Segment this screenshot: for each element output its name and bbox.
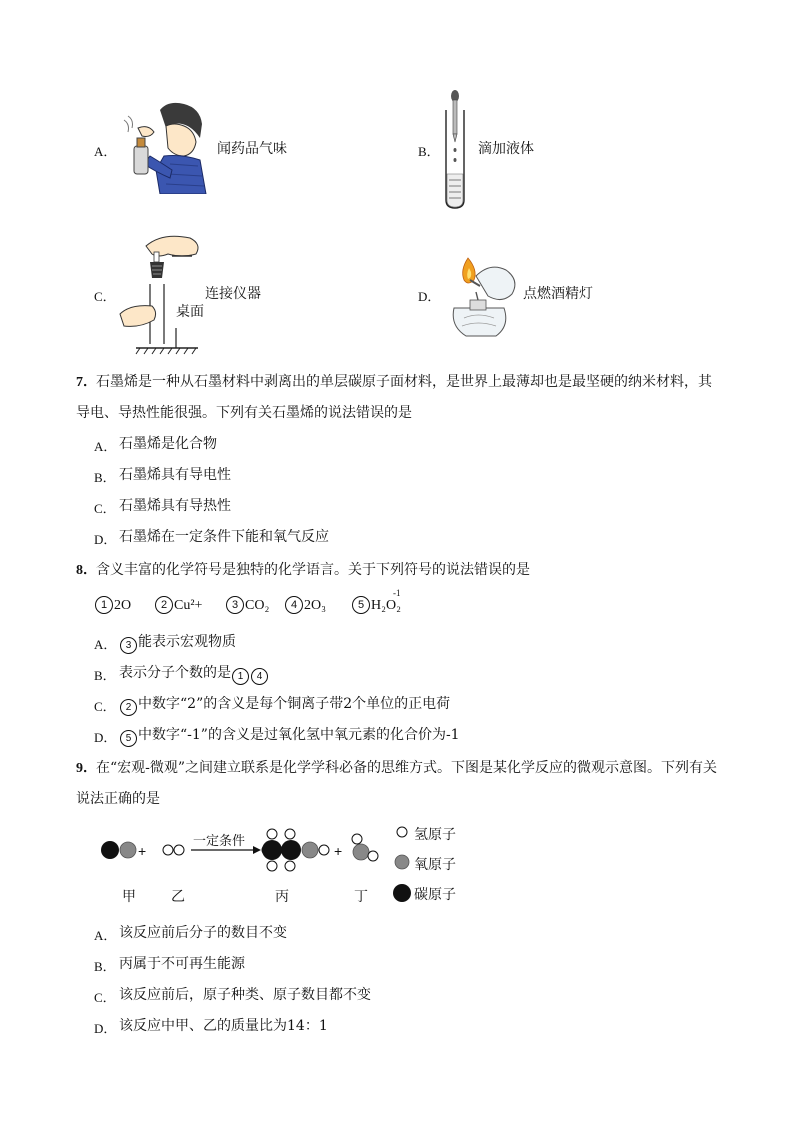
- connect-apparatus-illustration: [118, 228, 208, 356]
- option-letter: A．: [94, 928, 117, 943]
- option-text: 该反应前后，原子种类、原子数目都不变: [119, 987, 371, 1003]
- plus-sign: +: [334, 843, 343, 859]
- name-ding: 丁: [354, 889, 368, 905]
- legend-carbon: 碳原子: [414, 887, 456, 903]
- option-letter: A．: [94, 144, 117, 159]
- question-number: 8．: [76, 563, 97, 578]
- option-text: 该反应中甲、乙的质量比为14：1: [119, 1018, 328, 1034]
- option-text: 5 中数字“-1”的含义是过氧化氢中氧元素的化合价为-1: [119, 725, 460, 747]
- option-text: 石墨烯具有导热性: [119, 498, 231, 514]
- question-number: 9．: [76, 761, 97, 776]
- option-label: 连接仪器: [205, 286, 261, 302]
- question-number: 7．: [76, 375, 97, 390]
- option-label: 点燃酒精灯: [523, 286, 593, 302]
- desk-label: 桌面: [176, 304, 204, 320]
- option-letter: B．: [94, 470, 116, 485]
- symbol-2: 2 Cu²+: [155, 596, 202, 614]
- option-letter: C．: [94, 501, 116, 516]
- question-stem-line1: 在“宏观-微观”之间建立联系是化学学科必备的思维方式。下图是某化学反应的微观示意图。下列有关: [96, 760, 718, 776]
- option-text: 石墨烯在一定条件下能和氧气反应: [119, 529, 329, 545]
- symbol-4: 4 2O₃: [285, 596, 326, 614]
- name-yi: 乙: [171, 889, 185, 905]
- option-text: 丙属于不可再生能源: [119, 956, 245, 972]
- option-letter: B．: [418, 144, 440, 159]
- question-stem-line2: 导电、导热性能很强。下列有关石墨烯的说法错误的是: [76, 405, 412, 421]
- reaction-condition: 一定条件: [193, 834, 246, 849]
- reaction-diagram: [95, 822, 475, 908]
- option-letter: A．: [94, 439, 117, 454]
- smell-chemical-illustration: [120, 98, 212, 194]
- name-jia: 甲: [122, 889, 136, 905]
- option-letter: D．: [94, 730, 117, 745]
- option-letter: D．: [94, 532, 117, 547]
- option-label: 滴加液体: [478, 141, 534, 157]
- option-text: 2 中数字“2”的含义是每个铜离子带2个单位的正电荷: [119, 694, 450, 716]
- question-stem-line1: 石墨烯是一种从石墨材料中剥离出的单层碳原子面材料，是世界上最薄却也是最坚硬的纳米材料，其: [96, 374, 712, 390]
- option-letter: A．: [94, 637, 117, 652]
- option-letter: D．: [418, 289, 441, 304]
- dropper-test-tube-illustration: [440, 88, 470, 212]
- plus-sign: +: [138, 843, 147, 859]
- option-text: 该反应前后分子的数目不变: [119, 925, 287, 941]
- option-letter: B．: [94, 668, 116, 683]
- question-stem: 含义丰富的化学符号是独特的化学语言。关于下列符号的说法错误的是: [96, 562, 530, 578]
- question-stem-line2: 说法正确的是: [76, 791, 160, 807]
- alcohol-lamp-illustration: [440, 252, 522, 342]
- legend-oxygen: 氧原子: [414, 857, 456, 873]
- option-text: 3 能表示宏观物质: [119, 632, 236, 654]
- option-letter: C．: [94, 699, 116, 714]
- option-text: 石墨烯具有导电性: [119, 467, 231, 483]
- option-letter: B．: [94, 959, 116, 974]
- name-bing: 丙: [275, 889, 289, 905]
- symbol-5: 5 H₂O₂: [352, 596, 401, 614]
- symbol-1: 1 2O: [95, 596, 131, 614]
- symbol-3: 3 CO₂: [226, 596, 269, 614]
- option-letter: C．: [94, 289, 116, 304]
- option-letter: C．: [94, 990, 116, 1005]
- valence-mark: -1: [393, 588, 401, 598]
- option-letter: D．: [94, 1021, 117, 1036]
- option-label: 闻药品气味: [217, 141, 287, 157]
- option-text: 表示分子个数的是 1 4: [119, 663, 269, 685]
- option-text: 石墨烯是化合物: [119, 436, 217, 452]
- legend-hydrogen: 氢原子: [414, 827, 456, 843]
